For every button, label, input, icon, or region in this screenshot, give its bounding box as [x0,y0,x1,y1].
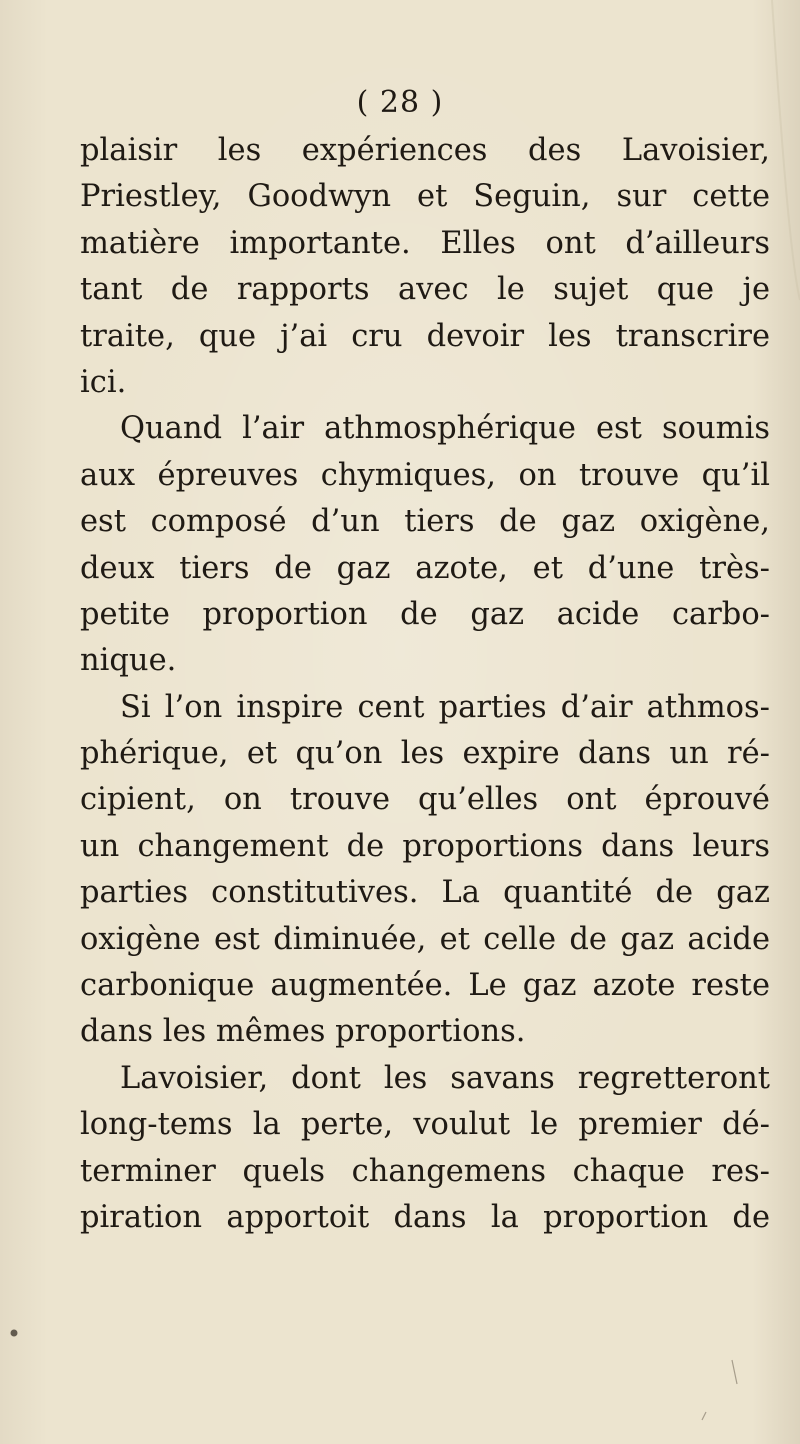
text-line: Quand l’air athmosphérique est soumis [120,411,770,447]
text-line: nique. [80,643,177,679]
text-line: terminer quels changemens chaque res- [80,1153,770,1189]
text-line: petite proportion de gaz acide carbo- [80,596,770,632]
text-line: Lavoisier, dont les savans regretteront [120,1060,770,1096]
ink-speck [11,1330,18,1337]
text-line: Si l’on inspire cent parties d’air athmos- [120,689,770,725]
text-line: aux épreuves chymiques, on trouve qu’il [80,457,770,493]
text-line: deux tiers de gaz azote, et d’une très- [80,550,770,586]
text-line: piration apportoit dans la proportion de [80,1199,770,1235]
text-line: parties constitutives. La quantité de gaz [80,875,770,911]
paper-scratch [702,1412,706,1420]
paper-scratch [732,1360,737,1384]
text-line: plaisir les expériences des Lavoisier, [80,133,770,168]
text-line: phérique, et qu’on les expire dans un ré- [80,736,770,772]
paper-fold [772,0,800,300]
text-line: tant de rapports avec le sujet que je [80,272,770,308]
text-line: dans les mêmes proportions. [80,1014,526,1050]
page-number: ( 28 ) [356,85,444,120]
text-line: traite, que j’ai cru devoir les transcrire [80,318,770,354]
text-line: oxigène est diminuée, et celle de gaz acide [80,921,770,957]
text-line: carbonique augmentée. Le gaz azote reste [80,968,770,1004]
text-line: ici. [80,364,127,400]
body-text [80,128,770,1241]
text-line: long-tems la perte, voulut le premier dé- [80,1107,770,1143]
text-line: matière importante. Elles ont d’ailleurs [80,225,770,261]
text-line: Priestley, Goodwyn et Seguin, sur cette [80,179,770,215]
text-line: est composé d’un tiers de gaz oxigène, [80,504,770,540]
text-line: cipient, on trouve qu’elles ont éprouvé [80,782,770,818]
text-line: un changement de proportions dans leurs [80,828,770,864]
